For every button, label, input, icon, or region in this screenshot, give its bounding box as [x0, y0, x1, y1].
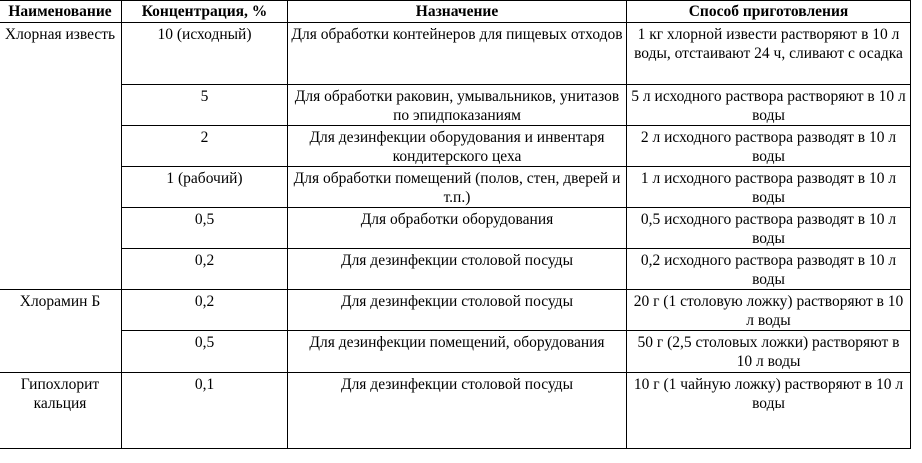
header-purpose: Назначение [288, 1, 627, 23]
table-row [0, 208, 911, 249]
method-cell: 50 г (2,5 столовых ложки) растворяют в 10 л воды [627, 331, 911, 373]
purpose-cell: Для дезинфекции столовой посуды [288, 290, 627, 331]
table-row [0, 290, 911, 331]
concentration-cell: 0,2 [122, 249, 288, 290]
method-cell: 20 г (1 столовую ложку) растворяют в 10 л воды [627, 290, 911, 331]
table-row [0, 126, 911, 167]
table-row [0, 249, 911, 290]
concentration-cell: 1 (рабочий) [122, 167, 288, 208]
substance-name: Гипохлорит кальция [0, 373, 122, 449]
concentration-cell: 0,5 [122, 331, 288, 373]
purpose-cell: Для дезинфекции столовой посуды [288, 373, 627, 449]
purpose-cell: Для обработки помещений (полов, стен, дверей и т.п.) [288, 167, 627, 208]
method-cell: 1 кг хлорной извести растворяют в 10 л воды, отстаивают 24 ч, сливают с осадка [627, 23, 911, 85]
substance-name: Хлорамин Б [0, 290, 122, 373]
purpose-cell: Для обработки раковин, умывальников, унитазов по эпидпоказаниям [288, 85, 627, 126]
concentration-cell: 2 [122, 126, 288, 167]
header-row [0, 1, 911, 23]
header-concentration: Концентрация, % [122, 1, 288, 23]
table-row [0, 23, 911, 85]
method-cell: 2 л исходного раствора разводят в 10 л воды [627, 126, 911, 167]
purpose-cell: Для дезинфекции столовой посуды [288, 249, 627, 290]
table-row [0, 373, 911, 449]
concentration-cell: 5 [122, 85, 288, 126]
method-cell: 1 л исходного раствора разводят в 10 л воды [627, 167, 911, 208]
method-cell: 5 л исходного раствора растворяют в 10 л воды [627, 85, 911, 126]
concentration-cell: 0,1 [122, 373, 288, 449]
method-cell: 0,2 исходного раствора разводят в 10 л воды [627, 249, 911, 290]
table-row [0, 167, 911, 208]
substance-name: Хлорная известь [0, 23, 122, 290]
header-name: Наименование [0, 1, 122, 23]
concentration-cell: 0,5 [122, 208, 288, 249]
method-cell: 0,5 исходного раствора разводят в 10 л воды [627, 208, 911, 249]
concentration-cell: 0,2 [122, 290, 288, 331]
table-row [0, 85, 911, 126]
method-cell: 10 г (1 чайную ложку) растворяют в 10 л воды [627, 373, 911, 449]
concentration-cell: 10 (исходный) [122, 23, 288, 85]
purpose-cell: Для дезинфекции оборудования и инвентаря кондитерского цеха [288, 126, 627, 167]
table-row [0, 331, 911, 373]
purpose-cell: Для обработки оборудования [288, 208, 627, 249]
purpose-cell: Для обработки контейнеров для пищевых отходов [288, 23, 627, 85]
purpose-cell: Для дезинфекции помещений, оборудования [288, 331, 627, 373]
header-method: Способ приготовления [627, 1, 911, 23]
